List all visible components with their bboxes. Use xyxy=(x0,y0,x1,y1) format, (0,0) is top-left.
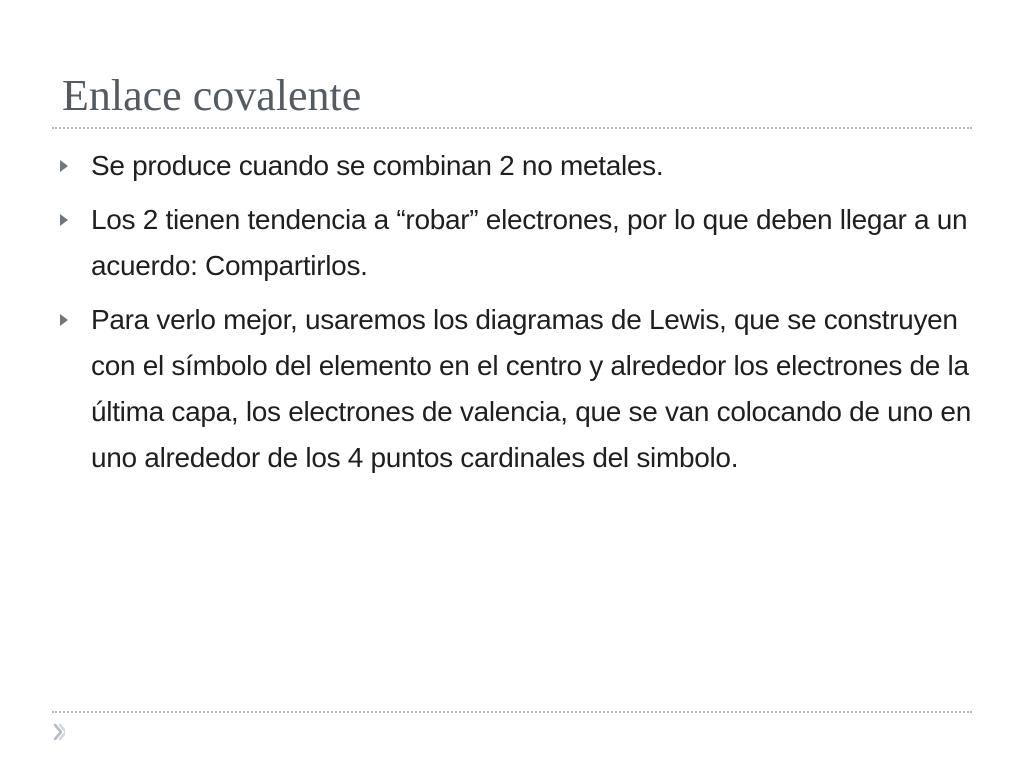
triangle-right-icon xyxy=(60,314,68,326)
bullet-text: Los 2 tienen tendencia a “robar” electrones, por lo que deben llegar a un acuerdo: Compartirlos. xyxy=(91,204,968,281)
triangle-right-icon xyxy=(60,160,68,172)
footer-divider xyxy=(52,711,972,713)
list-item xyxy=(56,143,971,189)
bullet-list xyxy=(56,143,971,489)
list-item xyxy=(56,197,971,289)
triangle-right-icon xyxy=(60,214,68,226)
title-divider xyxy=(52,127,972,129)
bullet-text: Se produce cuando se combinan 2 no metales. xyxy=(91,150,664,181)
slide-title: Enlace covalente xyxy=(62,71,362,120)
bullet-text: Para verlo mejor, usaremos los diagramas de Lewis, que se construyen con el símbolo del elemento en el centro y alrededor los electrones de la última capa, los electrones de valencia, que se van colocando de uno en uno alrededor de los 4 puntos cardinales del simbolo. xyxy=(91,304,971,473)
double-chevron-right-icon[interactable] xyxy=(53,722,65,742)
list-item xyxy=(56,297,971,481)
